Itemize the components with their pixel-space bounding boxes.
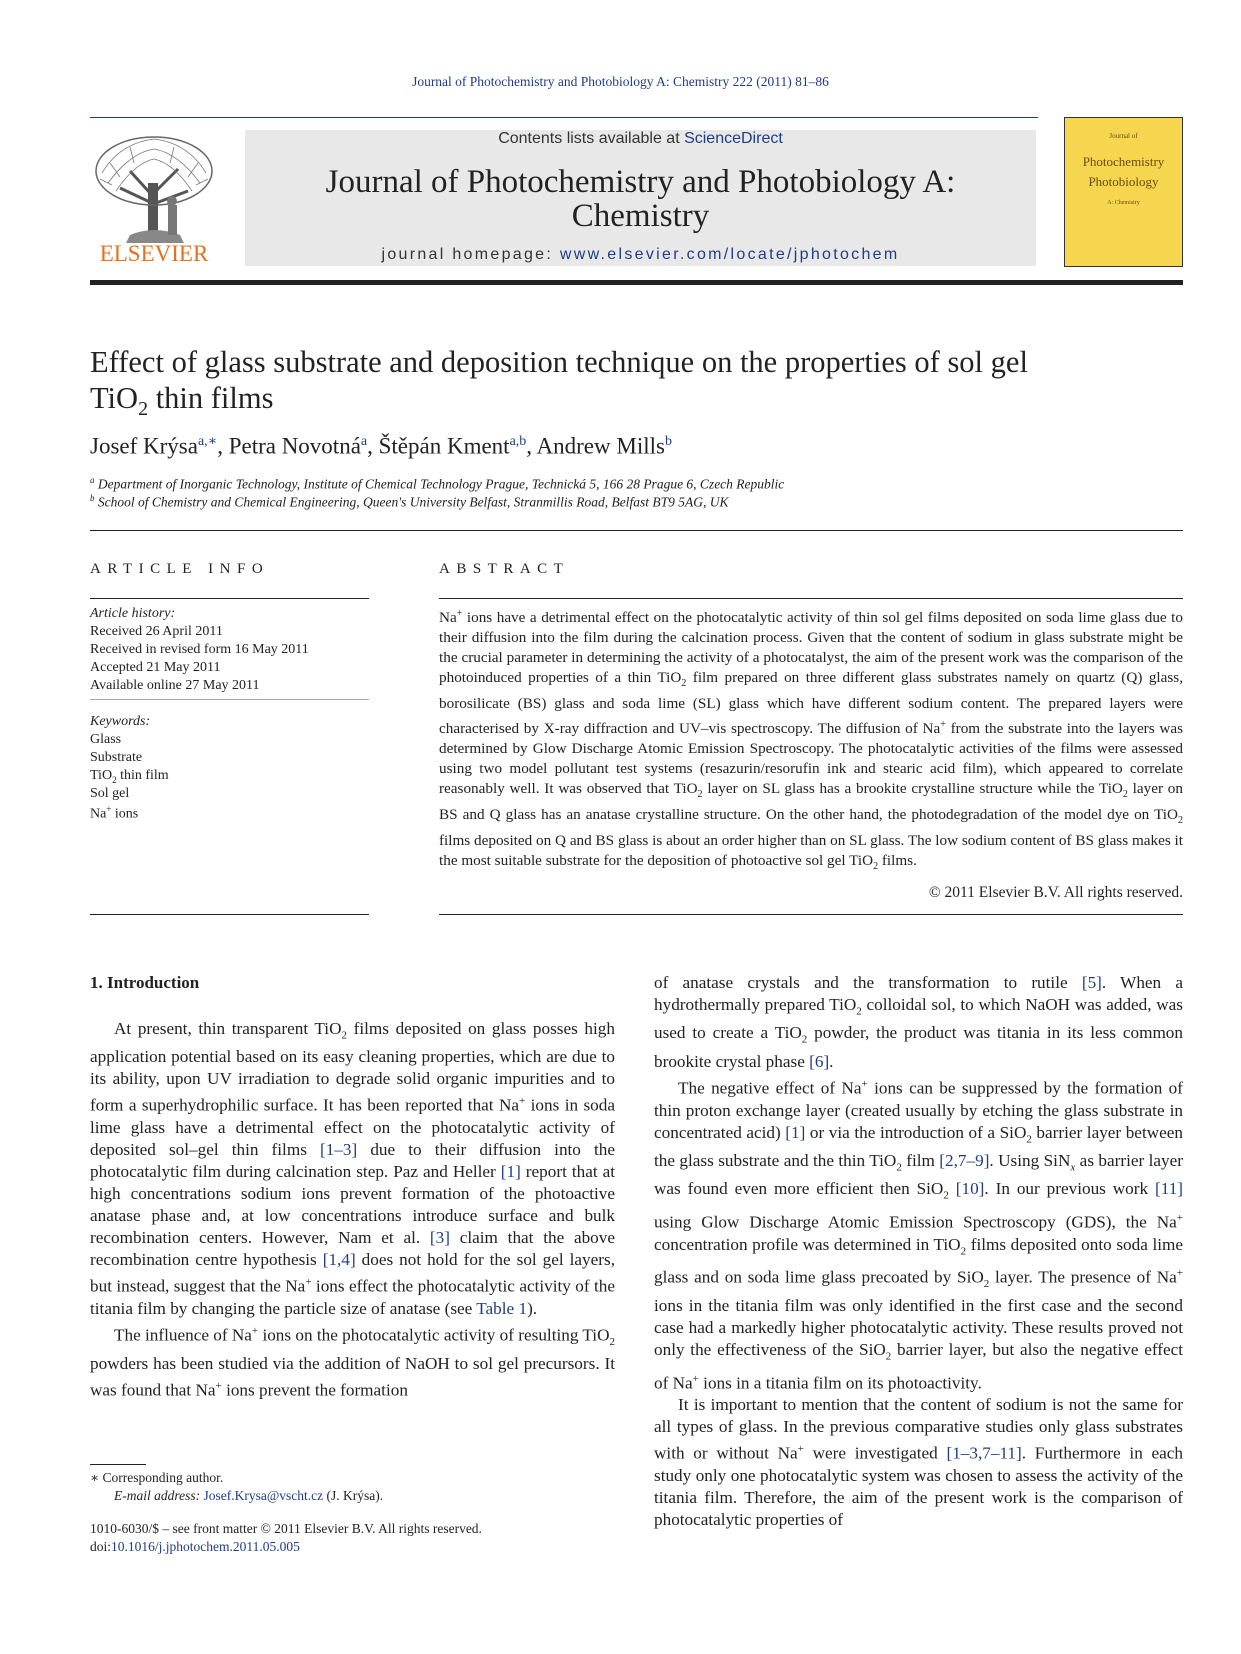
author-name[interactable]: Andrew Mills — [536, 433, 665, 459]
history-revised: Received in revised form 16 May 2011 — [90, 642, 309, 657]
title-line2-pre: TiO — [90, 381, 139, 415]
article-info-rule — [90, 598, 369, 599]
introduction-heading: 1. Introduction — [90, 973, 200, 992]
body-paragraph: At present, thin transparent TiO$_2$ films deposited on glass posses high application potential based on its easy cleaning properties, which are due to its ability, upon UV irradiation to degrade solid organic impurities and to form a superhydrophilic surface. It has been reported that Na+ ions in soda lime glass have a detrimental effect on the photocatalytic activity of deposited sol–gel thin films [1–3] due to their diffusion into the photocatalytic film during calcination step. Paz and Heller [1] report that at high concentrations sodium ions prevent formation of the photoactive anatase phase and, at low concentrations introduce surface and bulk recombination centers. However, Nam et al. [3] claim that the above recombination centre hypothesis [1,4] does not hold for the sol gel layers, but instead, suggest that the Na+ ions effect the photocatalytic activity of the titania film by changing the particle size of anatase (see Table 1). — [90, 1019, 616, 1318]
citation-link[interactable]: [10] — [955, 1179, 985, 1199]
keyword-item: Na+ ions — [90, 804, 139, 822]
affiliation-b — [90, 493, 728, 511]
citation-link[interactable]: [6] — [809, 1051, 830, 1071]
contents-prefix: Contents lists available at — [498, 130, 685, 147]
keywords-rule — [90, 699, 369, 700]
citation-link[interactable]: [1–3,7–11] — [946, 1444, 1022, 1464]
journal-title-line2: Chemistry — [571, 198, 710, 234]
elsevier-tree-icon — [90, 133, 218, 268]
email-note — [114, 1488, 383, 1504]
body-paragraph: of anatase crystals and the transformation to rutile [5]. When a hydrothermally prepared TiO$_2$ colloidal sol, to which NaOH was added, was used to create a TiO$_2$ powder, the product was titania in its less common brookite crystal phase [6]. — [654, 973, 1183, 1071]
history-label: Article history: — [90, 606, 176, 621]
citation-link[interactable]: [1] — [500, 1162, 521, 1182]
homepage-line — [245, 246, 1036, 264]
email-suffix: (J. Krýsa). — [323, 1488, 384, 1503]
body-paragraph: The influence of Na+ ions on the photocatalytic activity of resulting TiO$_2$ powders has been studied via the addition of NaOH to sol gel precursors. It was found that Na+ ions prevent the formation — [90, 1324, 615, 1400]
doi-label: doi: — [90, 1539, 112, 1554]
journal-cover-thumbnail[interactable] — [1064, 117, 1183, 267]
citation-link[interactable]: [2,7–9] — [939, 1151, 990, 1171]
abstract-bottom-rule — [439, 914, 1183, 915]
history-accepted: Accepted 21 May 2011 — [90, 660, 221, 675]
history-received: Received 26 April 2011 — [90, 624, 223, 639]
cover-subtitle: A: Chemistry — [1107, 200, 1140, 206]
keyword-item: Glass — [90, 732, 122, 747]
author-name[interactable]: Josef Krýsa — [90, 433, 198, 459]
abstract-copyright: © 2011 Elsevier B.V. All rights reserved. — [928, 884, 1183, 901]
author-separator: , — [526, 433, 537, 459]
title-line2-post: thin films — [148, 381, 274, 415]
journal-reference[interactable]: Journal of Photochemistry and Photobiology A: Chemistry 222 (2011) 81–86 — [412, 74, 829, 89]
author-affiliation-mark[interactable]: a,∗ — [197, 434, 218, 449]
author-affiliation-mark[interactable]: a,b — [509, 434, 527, 449]
keyword-item: Sol gel — [90, 786, 130, 801]
author-name[interactable]: Petra Novotná — [228, 433, 361, 459]
keyword-item: Substrate — [90, 750, 143, 765]
email-link[interactable]: Josef.Krysa@vscht.cz — [203, 1488, 324, 1503]
body-column-right — [654, 972, 1183, 1531]
abstract-text: Na+ ions have a detrimental effect on the photocatalytic activity of thin sol gel films deposited on soda lime glass due to their diffusion into the film during the calcination process. Given that the content of sodium in glass substrate might be the crucial parameter in determining the activity of a photocatalyst, the aim of the present work was the comparison of the photoinduced properties of a thin TiO$_2$ film prepared on three different glass substrates namely on quartz (Q) glass, borosilicate (BS) glass and soda lime (SL) glass which have different sodium content. The prepared layers were characterised by X-ray diffraction and UV–vis spectroscopy. The diffusion of Na+ from the substrate into the layers was determined by Glow Discharge Atomic Emission Spectroscopy. The photocatalytic activities of the films were assessed using two model pollutant test systems (resazurin/resorufin ink and stearic acid film), which appeared to correlate reasonably well. It was observed that TiO$_2$ layer on SL glass has a brookite crystalline structure while the TiO$_2$ layer on BS and Q glass has an anatase crystalline structure. On the other hand, the photodegradation of the model dye on TiO$_2$ films deposited on Q and BS glass is about an order higher than on SL glass. The low sodium content of BS glass makes it the most suitable substrate for the deposition of photoactive sol gel TiO$_2$ films. — [439, 608, 1184, 873]
article-info-bottom-rule — [90, 914, 369, 915]
article-info-heading: ARTICLE INFO — [90, 561, 270, 577]
title-line1: Effect of glass substrate and deposition technique on the properties of sol gel — [90, 345, 1028, 379]
keyword-item: TiO$_2$ thin film — [90, 768, 169, 785]
cover-small-text: Journal of — [1109, 132, 1138, 140]
header-thick-rule — [90, 280, 1183, 285]
cover-title-line1: Photochemistry — [1082, 154, 1165, 169]
title-subscript: 2 — [138, 398, 149, 421]
citation-link[interactable]: [3] — [429, 1228, 450, 1248]
email-label: E-mail address: — [114, 1488, 204, 1503]
homepage-prefix: journal homepage: — [381, 246, 560, 263]
citation-link[interactable]: [5] — [1081, 973, 1102, 992]
citation-link[interactable]: [1] — [785, 1122, 806, 1142]
affiliation-mark: b — [90, 493, 95, 503]
citation-link[interactable]: [11] — [1155, 1179, 1184, 1199]
body-column-left — [90, 1018, 615, 1402]
author-name[interactable]: Štěpán Kment — [378, 433, 510, 459]
corresponding-author-note: ∗ Corresponding author. — [90, 1470, 224, 1485]
cover-title-line2: Photobiology — [1088, 174, 1159, 189]
journal-title-line1: Journal of Photochemistry and Photobiology A: — [325, 164, 956, 200]
homepage-link[interactable]: www.elsevier.com/locate/jphotochem — [559, 246, 900, 263]
header-rule — [90, 117, 1038, 118]
sciencedirect-link[interactable]: ScienceDirect — [684, 130, 783, 147]
elsevier-logo — [90, 133, 218, 268]
author-separator: , — [367, 433, 379, 459]
affiliation-a — [90, 475, 784, 493]
journal-header-box — [245, 130, 1036, 266]
doi-link[interactable]: 10.1016/j.jphotochem.2011.05.005 — [111, 1539, 300, 1554]
affiliation-mark: a — [90, 475, 95, 485]
citation-link[interactable]: [1,4] — [322, 1250, 356, 1270]
author-separator: , — [217, 433, 229, 459]
body-paragraph: It is important to mention that the content of sodium is not the same for all types of glass. In the previous comparative studies only glass substrates with or without Na+ were investigated [1–3,7–11]. Furthermore in each study only one photocatalytic system was chosen to assess the activity of the titania film. Therefore, the aim of the present work is the comparison of photocatalytic properties of — [654, 1395, 1183, 1530]
doi-line — [90, 1539, 300, 1555]
footnote-rule — [90, 1464, 146, 1465]
author-affiliation-mark[interactable]: b — [664, 434, 672, 449]
author-list — [90, 433, 1183, 460]
elsevier-wordmark: ELSEVIER — [99, 241, 209, 266]
history-online: Available online 27 May 2011 — [90, 678, 260, 693]
table-link[interactable]: Table 1 — [476, 1298, 528, 1318]
affiliation-text: School of Chemistry and Chemical Engineering, Queen's University Belfast, Stranmillis Road, Belfast BT9 5AG, UK — [97, 494, 729, 510]
body-paragraph: The negative effect of Na+ ions can be suppressed by the formation of thin proton exchange layer (created usually by etching the glass substrate in concentrated acid) [1] or via the introduction of a SiO$_2$ barrier layer between the glass substrate and the thin TiO$_2$ film [2,7–9]. Using SiN$_x$ as barrier layer was found even more efficient then SiO$_2$ [10]. In our previous work [11] using Glow Discharge Atomic Emission Spectroscopy (GDS), the Na+ concentration profile was determined in TiO$_2$ films deposited onto soda lime glass and on soda lime glass precoated by SiO$_2$ layer. The presence of Na+ ions in the titania film was only identified in the first case and the second case had a markedly higher photocatalytic activity. These results proved not only the effectiveness of the SiO$_2$ barrier layer, but also the negative effect of Na+ ions in a titania film on its photoactivity. — [654, 1077, 1184, 1393]
issn-line: 1010-6030/$ – see front matter © 2011 Elsevier B.V. All rights reserved. — [90, 1521, 482, 1536]
paper-title — [90, 344, 1183, 427]
abstract-rule — [439, 598, 1183, 599]
keywords-label: Keywords: — [90, 714, 151, 729]
author-affiliation-mark[interactable]: a — [360, 434, 368, 449]
affiliation-text: Department of Inorganic Technology, Institute of Chemical Technology Prague, Technická 5, 166 28 Prague 6, Czech Republic — [97, 476, 785, 492]
citation-link[interactable]: [1–3] — [320, 1140, 358, 1160]
abstract-heading: ABSTRACT — [439, 561, 570, 577]
journal-title — [245, 165, 1036, 233]
section-rule — [90, 530, 1183, 531]
contents-line — [245, 130, 1036, 148]
